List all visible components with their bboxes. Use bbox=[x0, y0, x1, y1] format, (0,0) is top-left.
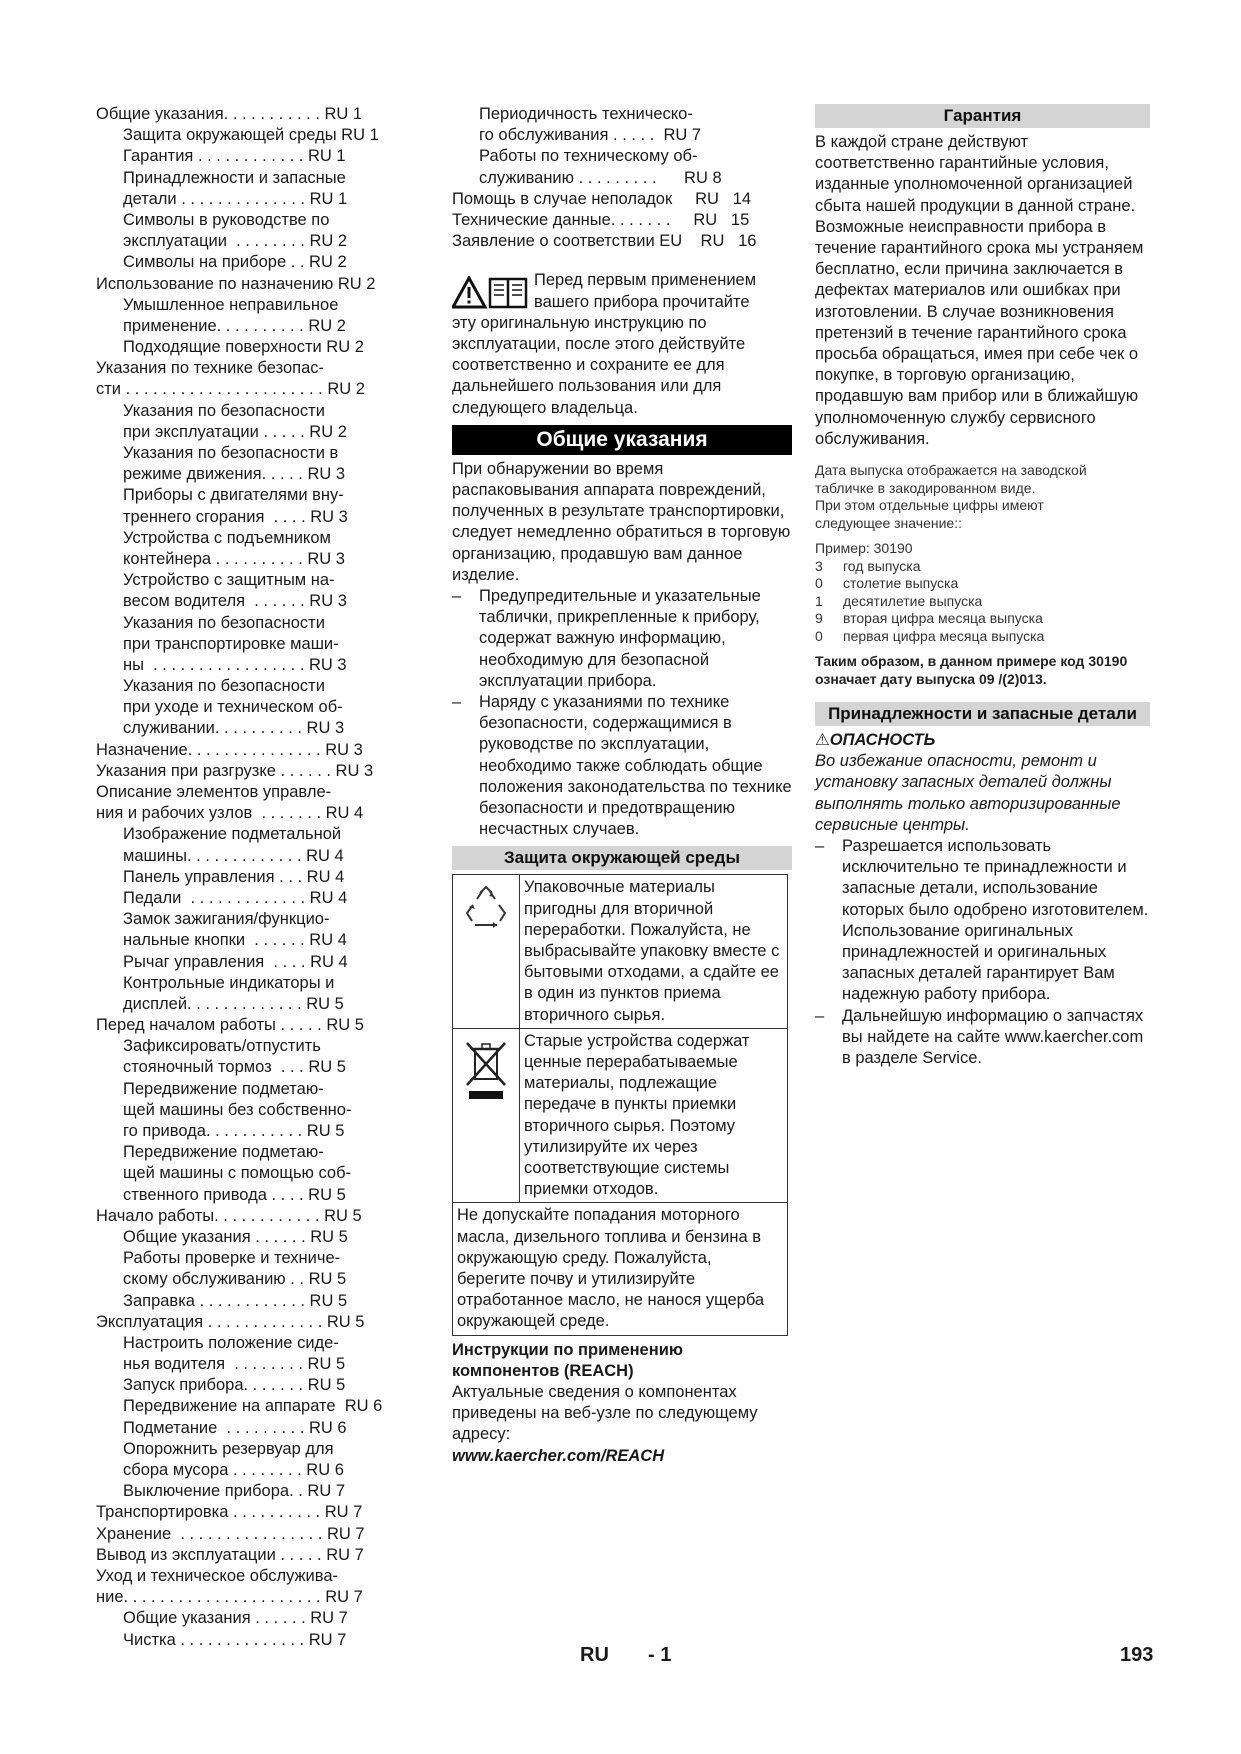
toc-entry[interactable]: Защита окружающей среды RU 1 bbox=[123, 126, 379, 145]
toc-entry[interactable]: Периодичность техническо- bbox=[479, 105, 693, 123]
toc-entry[interactable]: Передвижение подметаю- bbox=[123, 1143, 324, 1162]
footer-page-number: 193 bbox=[1120, 1644, 1154, 1666]
toc-entry[interactable]: Замок зажигания/функцио- bbox=[123, 910, 330, 929]
general-item-2 bbox=[452, 692, 792, 840]
read-manual-notice bbox=[452, 270, 792, 418]
general-item-1-text: Предупредительные и указательные таблички, прикрепленные к прибору, содержат важную информацию, необходимую для безопасной эксплуатации прибора. bbox=[479, 586, 761, 690]
code-digit: 0 bbox=[815, 627, 823, 644]
env-table bbox=[452, 874, 788, 1335]
toc-entry[interactable]: стояночный тормоз . . . RU 5 bbox=[123, 1058, 346, 1077]
parts-item-1-text: Разрешается использовать исключительно те принадлежности и запасные детали, использование которых было одобрено изготовителем. Использование оригинальных принадлежностей и оригинальных запасных деталей гарантирует Вам надежную работу прибора. bbox=[842, 837, 1149, 1004]
danger-text: Во избежание опасности, ремонт и установку запасных деталей должны выполнять только авторизированные сервисные центры. bbox=[815, 752, 1121, 834]
code-desc: столетие выпуска bbox=[843, 575, 959, 592]
crossed-bin-icon bbox=[463, 1039, 509, 1101]
date-line-4: следующее значение:: bbox=[815, 514, 962, 531]
toc-entry[interactable]: Указания по безопасности bbox=[123, 401, 325, 420]
toc-entry[interactable]: Указания по безопасности bbox=[123, 613, 325, 632]
env-title: Защита окружающей среды bbox=[452, 846, 792, 870]
toc-entry[interactable]: Общие указания . . . . . . RU 7 bbox=[123, 1609, 348, 1628]
toc-entry[interactable]: Вывод из эксплуатации . . . . . RU 7 bbox=[96, 1545, 364, 1564]
toc-entry[interactable]: щей машины с помощью соб- bbox=[123, 1164, 352, 1183]
code-desc: первая цифра месяца выпуска bbox=[843, 627, 1045, 644]
toc-entry[interactable]: Заправка . . . . . . . . . . . . RU 5 bbox=[123, 1291, 348, 1310]
toc-entry[interactable]: контейнера . . . . . . . . . . RU 3 bbox=[123, 549, 345, 568]
general-title: Общие указания bbox=[452, 425, 792, 455]
toc-entry[interactable]: Гарантия . . . . . . . . . . . . RU 1 bbox=[123, 147, 346, 166]
toc-entry[interactable]: Указания по безопасности bbox=[123, 677, 325, 696]
toc-entry[interactable]: Перед началом работы . . . . . RU 5 bbox=[96, 1016, 364, 1035]
toc-entry[interactable]: Хранение . . . . . . . . . . . . . . . . RU 7 bbox=[96, 1524, 365, 1543]
toc-entry[interactable]: го обслуживания . . . . . RU 7 bbox=[479, 126, 702, 145]
toc-entry[interactable]: служиванию . . . . . . . . . RU 8 bbox=[479, 168, 722, 187]
toc-entry[interactable]: машины. . . . . . . . . . . . . RU 4 bbox=[123, 846, 344, 865]
date-line-1: Дата выпуска отображается на заводской bbox=[815, 462, 1087, 479]
toc-entry[interactable]: Начало работы. . . . . . . . . . . . RU 5 bbox=[96, 1206, 362, 1225]
code-digit: 0 bbox=[815, 575, 823, 592]
toc-entry[interactable]: Умышленное неправильное bbox=[123, 295, 339, 314]
toc-entry[interactable]: Рычаг управления . . . . RU 4 bbox=[123, 952, 348, 971]
toc-entry[interactable]: ственного привода . . . . RU 5 bbox=[123, 1185, 346, 1204]
toc-entry[interactable]: ние. . . . . . . . . . . . . . . . . . . . . . RU 7 bbox=[96, 1588, 363, 1607]
code-row bbox=[815, 558, 1150, 576]
toc-entry[interactable]: Выключение прибора. . RU 7 bbox=[123, 1482, 346, 1501]
toc-entry[interactable]: режиме движения. . . . . RU 3 bbox=[123, 465, 346, 484]
dash-mark: – bbox=[452, 586, 462, 605]
toc-entry[interactable]: Общие указания. . . . . . . . . . . RU 1 bbox=[96, 105, 363, 123]
toc-entry[interactable]: Запуск прибора. . . . . . . RU 5 bbox=[123, 1376, 346, 1395]
code-row bbox=[815, 575, 1150, 593]
code-desc: вторая цифра месяца выпуска bbox=[843, 610, 1043, 627]
warning-book-icon bbox=[452, 276, 530, 316]
reach-text: Актуальные сведения о компонентах приведены на веб-узле по следующему адресу: bbox=[452, 1383, 758, 1444]
toc-entry[interactable]: Опорожнить резервуар для bbox=[123, 1439, 334, 1458]
toc-column bbox=[96, 104, 416, 1651]
right-column bbox=[815, 104, 1150, 1069]
code-row bbox=[815, 628, 1150, 646]
toc-entry[interactable]: Уход и техническое обслужива- bbox=[96, 1566, 339, 1585]
toc-entry[interactable]: детали . . . . . . . . . . . . . . RU 1 bbox=[123, 189, 348, 208]
dash-mark: – bbox=[815, 837, 825, 856]
parts-item-2 bbox=[815, 1006, 1150, 1070]
weee-icon-cell bbox=[453, 1028, 520, 1203]
toc-entry[interactable]: Панель управления . . . RU 4 bbox=[123, 867, 345, 886]
toc-entry[interactable]: при эксплуатации . . . . . RU 2 bbox=[123, 422, 347, 441]
general-item-1 bbox=[452, 586, 792, 692]
toc-entry[interactable]: нья водителя . . . . . . . . RU 5 bbox=[123, 1355, 346, 1374]
toc-entry[interactable]: го привода. . . . . . . . . . . RU 5 bbox=[123, 1122, 345, 1140]
toc-entry[interactable]: Указания по технике безопас- bbox=[96, 359, 325, 378]
code-desc: десятилетие выпуска bbox=[843, 592, 983, 609]
toc-entry[interactable]: Использование по назначению RU 2 bbox=[96, 274, 376, 293]
toc-entry[interactable]: служивании. . . . . . . . . . RU 3 bbox=[123, 719, 345, 738]
code-row bbox=[815, 593, 1150, 611]
toc-entry[interactable]: Указания при разгрузке . . . . . . RU 3 bbox=[96, 761, 374, 780]
date-line-2: табличке в закодированном виде. bbox=[815, 479, 1036, 496]
toc-entry[interactable]: Указания по безопасности в bbox=[123, 444, 339, 462]
toc-entry[interactable]: эксплуатации . . . . . . . . RU 2 bbox=[123, 232, 348, 251]
toc-entry[interactable]: Зафиксировать/отпустить bbox=[123, 1037, 321, 1056]
reach-link[interactable]: www.kaercher.com/REACH bbox=[452, 1446, 665, 1465]
notice-body: эту оригинальную инструкцию по эксплуатации, после этого действуйте соответственно и сохраните ее для дальнейшего пользования или для следующего владельца. bbox=[452, 313, 746, 417]
danger-label: ОПАСНОСТЬ bbox=[829, 731, 936, 750]
toc-entry[interactable]: скому обслуживанию . . RU 5 bbox=[123, 1270, 347, 1289]
recycle-icon bbox=[463, 885, 509, 931]
general-item-2-text: Наряду с указаниями по технике безопасности, содержащимися в руководстве по эксплуатации, необходимо также соблюдать общие положения законодательства по технике безопасности и предотвращению несчастных случаев. bbox=[479, 692, 792, 839]
dash-mark: – bbox=[452, 692, 462, 711]
toc-entry[interactable]: Подходящие поверхности RU 2 bbox=[123, 338, 364, 357]
old-devices-text: Старые устройства содержат ценные перерабатываемые материалы, подлежащие передаче в пункты приемки вторичного сырья. Поэтому утилизируйте их через соответствующие системы приемки отходов. bbox=[520, 1028, 788, 1203]
toc-entry[interactable]: Символы на приборе . . RU 2 bbox=[123, 253, 347, 272]
code-digit: 3 bbox=[815, 557, 823, 574]
general-intro: При обнаружении во время распаковывания аппарата повреждений, полученных в результате транспортировки, следует немедленно обратиться в торговую организацию, продавшую вам данное изделие. bbox=[452, 459, 791, 584]
toc-entry[interactable]: Назначение. . . . . . . . . . . . . . . RU 3 bbox=[96, 740, 363, 759]
notice-line-2: вашего прибора прочитайте bbox=[534, 292, 750, 311]
toc-entry[interactable]: ны . . . . . . . . . . . . . . . . . RU 3 bbox=[123, 655, 347, 674]
toc-entry[interactable]: сти . . . . . . . . . . . . . . . . . . . . . . RU 2 bbox=[96, 380, 365, 399]
toc-entry[interactable]: Устройство с защитным на- bbox=[123, 571, 335, 590]
toc-entry[interactable]: треннего сгорания . . . . RU 3 bbox=[123, 507, 348, 526]
toc-entry[interactable]: Изображение подметальной bbox=[123, 825, 342, 844]
parts-item-1 bbox=[815, 836, 1150, 1006]
recycle-icon-cell bbox=[453, 875, 520, 1028]
danger-heading bbox=[815, 730, 1150, 751]
reach-title: Инструкции по применению компонентов (REACH) bbox=[452, 1340, 683, 1380]
production-date-block bbox=[815, 462, 1150, 688]
toc-entry[interactable]: дисплей. . . . . . . . . . . . . RU 5 bbox=[123, 994, 344, 1013]
code-desc: год выпуска bbox=[843, 557, 921, 574]
toc-continuation bbox=[452, 104, 792, 252]
code-row bbox=[815, 610, 1150, 628]
middle-column bbox=[452, 104, 792, 1467]
code-digit: 1 bbox=[815, 592, 823, 609]
danger-icon: ⚠ bbox=[815, 731, 830, 750]
toc-entry[interactable]: Общие указания . . . . . . RU 5 bbox=[123, 1227, 348, 1246]
toc-entry[interactable]: Передвижение подметаю- bbox=[123, 1079, 324, 1098]
warranty-title: Гарантия bbox=[815, 104, 1150, 128]
toc-entry[interactable]: при транспортировке маши- bbox=[123, 634, 339, 653]
toc-entry[interactable]: Технические данные. . . . . . . RU 15 bbox=[452, 210, 750, 229]
toc-entry[interactable]: Приборы с двигателями вну- bbox=[123, 486, 344, 505]
date-conclusion: Таким образом, в данном примере код 30190 означает дату выпуска 09 /(2)013. bbox=[815, 653, 1128, 687]
toc-entry[interactable]: щей машины без собственно- bbox=[123, 1100, 352, 1119]
toc-entry[interactable]: Подметание . . . . . . . . . RU 6 bbox=[123, 1418, 347, 1437]
footer-lang: RU bbox=[580, 1644, 609, 1666]
toc-entry[interactable]: Символы в руководстве по bbox=[123, 210, 330, 229]
toc-entry[interactable]: Передвижение на аппарате RU 6 bbox=[123, 1397, 383, 1416]
toc-entry[interactable]: Принадлежности и запасные bbox=[123, 168, 346, 187]
toc-entry[interactable]: Контрольные индикаторы и bbox=[123, 973, 335, 992]
toc-entry[interactable]: Помощь в случае неполадок RU 14 bbox=[452, 189, 752, 208]
toc-entry[interactable]: весом водителя . . . . . . RU 3 bbox=[123, 592, 347, 611]
parts-title: Принадлежности и запасные детали bbox=[815, 702, 1150, 726]
toc-entry[interactable]: Работы по техническому об- bbox=[479, 147, 698, 166]
toc-entry[interactable]: Настроить положение сиде- bbox=[123, 1333, 339, 1352]
toc-entry[interactable]: сбора мусора . . . . . . . . RU 6 bbox=[123, 1461, 344, 1479]
toc-entry[interactable]: применение. . . . . . . . . . RU 2 bbox=[123, 316, 346, 335]
toc-entry[interactable]: при уходе и техническом об- bbox=[123, 698, 343, 717]
toc-entry[interactable]: Работы проверке и техниче- bbox=[123, 1249, 341, 1268]
packaging-text: Упаковочные материалы пригодны для вторичной переработки. Пожалуйста, не выбрасывайте упаковку вместе с бытовыми отходами, а сдайте ее в один из пунктов приема вторичного сырья. bbox=[520, 875, 788, 1028]
dash-mark: – bbox=[815, 1006, 825, 1025]
toc-entry[interactable]: Чистка . . . . . . . . . . . . . . RU 7 bbox=[123, 1630, 347, 1649]
code-digit: 9 bbox=[815, 610, 823, 627]
warranty-text: В каждой стране действуют соответственно гарантийные условия, изданные уполномоченной организацией сбыта нашей продукции в данной стране. Возможные неисправности прибора в течение гарантийного срока мы устраняем бесплатно, если причина заключается в дефектах материалов или ошибках при изготовлении. В случае возникновения претензий в течение гарантийного срока просьба обращаться, имея при себе чек о покупке, в торговую организацию, продавшую вам прибор или в ближайшую уполномоченную службу сервисного обслуживания. bbox=[815, 133, 1144, 448]
toc-entry[interactable]: Устройства с подъемником bbox=[123, 528, 331, 547]
toc-entry[interactable]: Заявление о соответствии EU RU 16 bbox=[452, 232, 757, 251]
toc-entry[interactable]: Транспортировка . . . . . . . . . . RU 7 bbox=[96, 1503, 363, 1522]
toc-entry[interactable]: нальные кнопки . . . . . . RU 4 bbox=[123, 931, 347, 950]
toc-entry[interactable]: Педали . . . . . . . . . . . . . RU 4 bbox=[123, 888, 348, 907]
date-line-3: При этом отдельные цифры имеют bbox=[815, 497, 1044, 514]
notice-line-1: Перед первым применением bbox=[534, 271, 757, 290]
toc-entry[interactable]: ния и рабочих узлов . . . . . . . RU 4 bbox=[96, 804, 364, 823]
footer-local-page: - 1 bbox=[648, 1644, 672, 1666]
parts-item-2-text: Дальнейшую информацию о запчастях вы найдете на сайте www.kaercher.com в разделе Service. bbox=[842, 1006, 1144, 1068]
toc-entry[interactable]: Эксплуатация . . . . . . . . . . . . . RU 5 bbox=[96, 1312, 365, 1331]
example-label: Пример: 30190 bbox=[815, 540, 913, 557]
toc-entry[interactable]: Описание элементов управле- bbox=[96, 783, 332, 801]
oil-text: Не допускайте попадания моторного масла, дизельного топлива и бензина в окружающую среду. Пожалуйста, берегите почву и утилизируйте отработанное масло, не нанося ущерба окружающей среде. bbox=[453, 1203, 788, 1335]
